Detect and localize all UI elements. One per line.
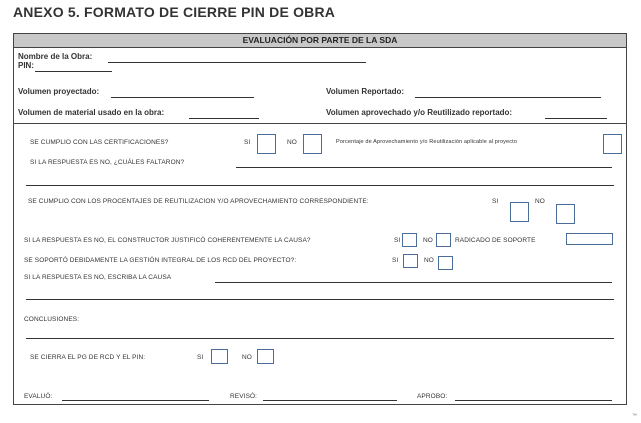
field-nombre-obra[interactable] (108, 62, 366, 63)
question-gestion-integral: SE SOPORTÓ DEBIDAMENTE LA GESTIÓN INTEGRAL DE LOS RCD DEL PROYECTO?: (24, 257, 297, 264)
label-aprobo: APROBO: (417, 393, 448, 400)
option-si-label: SI (492, 198, 499, 205)
checkbox-justifico-no[interactable] (436, 233, 451, 247)
option-no-label: NO (287, 139, 297, 146)
question-justifico-causa: SI LA RESPUESTA ES NO, EL CONSTRUCTOR JUSTIFICÓ COHERENTEMENTE LA CAUSA? (24, 237, 311, 244)
signature-aprobo[interactable] (455, 400, 612, 401)
form-section-title: EVALUACIÓN POR PARTE DE LA SDA (14, 34, 626, 48)
question-cierre: SE CIERRA EL PG DE RCD Y EL PIN: (30, 354, 146, 361)
checkbox-porcentajes-no[interactable] (556, 204, 575, 224)
question-escriba-causa: SI LA RESPUESTA ES NO, ESCRIBA LA CAUSA (24, 274, 172, 281)
option-si-label: SI (394, 237, 401, 244)
answer-line[interactable] (26, 185, 614, 186)
label-volumen-proyectado: Volumen proyectado: (18, 87, 100, 96)
checkbox-porcentajes-si[interactable] (510, 202, 529, 222)
label-pin: PIN: (18, 61, 34, 70)
form-frame (13, 33, 627, 405)
checkbox-gestion-si[interactable] (403, 254, 418, 268)
question-cuales-faltaron: SI LA RESPUESTA ES NO, ¿CUÁLES FALTARON? (30, 159, 185, 166)
section-divider (14, 123, 626, 124)
field-volumen-reportado[interactable] (415, 97, 601, 98)
checkbox-justifico-si[interactable] (402, 233, 417, 247)
page-title: ANEXO 5. FORMATO DE CIERRE PIN DE OBRA (13, 4, 336, 20)
option-si-label: SI (244, 139, 251, 146)
conclusiones-line[interactable] (26, 338, 614, 339)
label-porcentaje-aprovechamiento: Porcentaje de Aprovechamiento y/o Reutilización aplicable al proyecto (336, 139, 518, 145)
checkbox-gestion-no[interactable] (438, 256, 453, 270)
option-no-label: NO (423, 237, 433, 244)
field-volumen-material[interactable] (189, 118, 259, 119)
field-cuales-faltaron[interactable] (236, 167, 612, 168)
option-no-label: NO (535, 198, 545, 205)
label-conclusiones: CONCLUSIONES: (24, 316, 80, 323)
option-no-label: NO (242, 354, 252, 361)
field-porcentaje-aprovechamiento[interactable] (603, 134, 622, 154)
field-volumen-aprovechado[interactable] (545, 118, 607, 119)
corner-mark: ™ (632, 413, 637, 419)
option-no-label: NO (424, 257, 434, 264)
label-nombre-obra: Nombre de la Obra: (18, 52, 93, 61)
signature-evaluo[interactable] (62, 400, 209, 401)
checkbox-certificaciones-si[interactable] (257, 134, 276, 154)
label-volumen-material: Volumen de material usado en la obra: (18, 108, 165, 117)
checkbox-certificaciones-no[interactable] (303, 134, 322, 154)
option-si-label: SI (197, 354, 204, 361)
signature-reviso[interactable] (263, 400, 397, 401)
checkbox-cierre-no[interactable] (257, 349, 274, 364)
checkbox-cierre-si[interactable] (211, 349, 228, 364)
label-radicado-soporte: RADICADO DE SOPORTE (455, 237, 536, 244)
field-pin[interactable] (35, 71, 112, 72)
option-si-label: SI (392, 257, 399, 264)
label-volumen-aprovechado: Volumen aprovechado y/o Reutilizado reportado: (326, 108, 513, 117)
label-evaluo: EVALUÓ: (24, 393, 53, 400)
answer-line[interactable] (26, 299, 614, 300)
field-volumen-proyectado[interactable] (111, 97, 254, 98)
question-porcentajes: SE CUMPLIO CON LOS PROCENTAJES DE REUTILIZACION Y/O APROVECHAMIENTO CORRESPONDIENTE: (28, 198, 369, 205)
field-escriba-causa[interactable] (215, 282, 612, 283)
question-certificaciones: SE CUMPLIO CON LAS CERTIFICACIONES? (30, 139, 169, 146)
label-volumen-reportado: Volumen Reportado: (326, 87, 405, 96)
label-reviso: REVISÓ: (230, 393, 258, 400)
field-radicado-soporte[interactable] (566, 233, 613, 245)
